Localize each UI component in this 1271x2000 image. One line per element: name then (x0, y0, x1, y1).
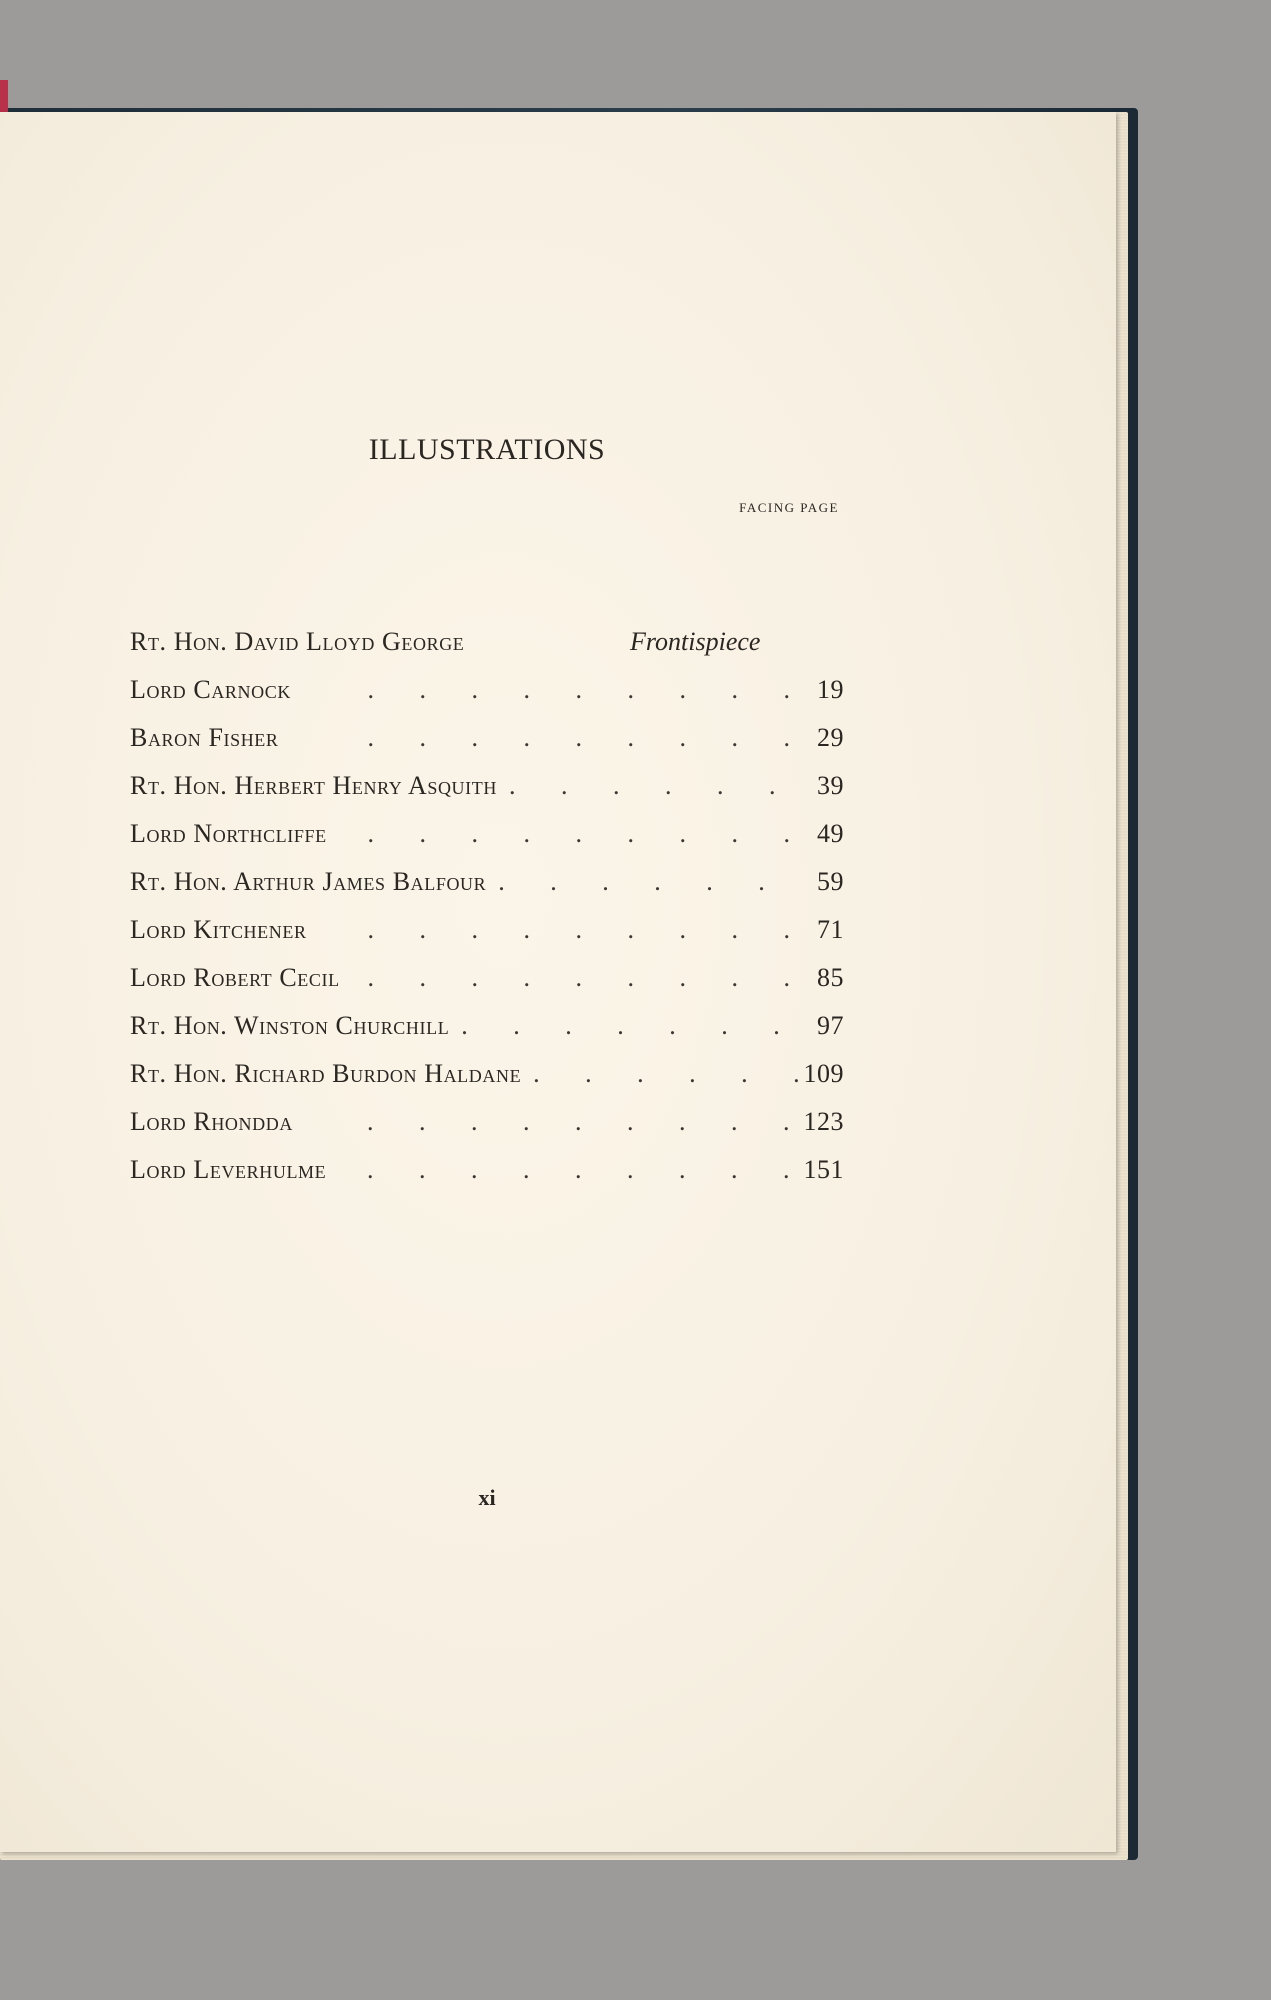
leader-dots (293, 1107, 804, 1137)
entry-name: Lord Carnock (130, 675, 291, 704)
entry-page: 109 (803, 1059, 844, 1088)
entry-page: 39 (817, 771, 844, 800)
facing-page-label: FACING PAGE (739, 500, 839, 515)
leader-dots (486, 867, 804, 897)
leader-dots (449, 1011, 804, 1041)
entry-page: 71 (817, 915, 844, 944)
entry-name: Rt. Hon. Arthur James Balfour (130, 867, 487, 896)
entry-name: Baron Fisher (130, 723, 279, 752)
entry-page: 19 (817, 675, 844, 704)
leader-dots (340, 963, 804, 993)
list-item (130, 723, 844, 771)
list-item (130, 1155, 844, 1203)
leader-dots (291, 675, 804, 705)
leader-dots (307, 915, 804, 945)
leader-dots (279, 723, 804, 753)
entry-name: Rt. Hon. Herbert Henry Asquith (130, 771, 497, 800)
page-title: ILLUSTRATIONS (368, 433, 606, 466)
leader-dots (521, 1059, 803, 1089)
entry-page: 49 (817, 819, 844, 848)
illustrations-list (130, 675, 844, 1203)
list-item (130, 1059, 844, 1107)
leader-dots (327, 819, 804, 849)
entry-name: Lord Leverhulme (130, 1155, 327, 1184)
entry-name: Lord Kitchener (130, 915, 307, 944)
list-item (130, 867, 844, 915)
entry-page: 123 (803, 1107, 844, 1136)
entry-name: Lord Robert Cecil (130, 963, 340, 992)
frontispiece-label: Frontispiece (630, 627, 761, 656)
entry-name: Rt. Hon. Richard Burdon Haldane (130, 1059, 522, 1088)
entry-page: 151 (803, 1155, 844, 1184)
entry-name: Lord Rhondda (130, 1107, 293, 1136)
list-item (130, 771, 844, 819)
frontispiece-name: Rt. Hon. David Lloyd George (130, 627, 465, 656)
leader-dots (326, 1155, 803, 1185)
entry-page: 97 (817, 1011, 844, 1040)
entry-name: Rt. Hon. Winston Churchill (130, 1011, 450, 1040)
entry-name: Lord Northcliffe (130, 819, 327, 848)
entry-page: 29 (817, 723, 844, 752)
list-item (130, 915, 844, 963)
page-number-folio: xi (478, 1485, 496, 1510)
entry-page: 85 (817, 963, 844, 992)
list-item (130, 675, 844, 723)
leader-dots (497, 771, 804, 801)
entry-page: 59 (817, 867, 844, 896)
list-item (130, 1011, 844, 1059)
list-item (130, 963, 844, 1011)
frontispiece-entry (130, 627, 844, 675)
list-item (130, 819, 844, 867)
list-item (130, 1107, 844, 1155)
